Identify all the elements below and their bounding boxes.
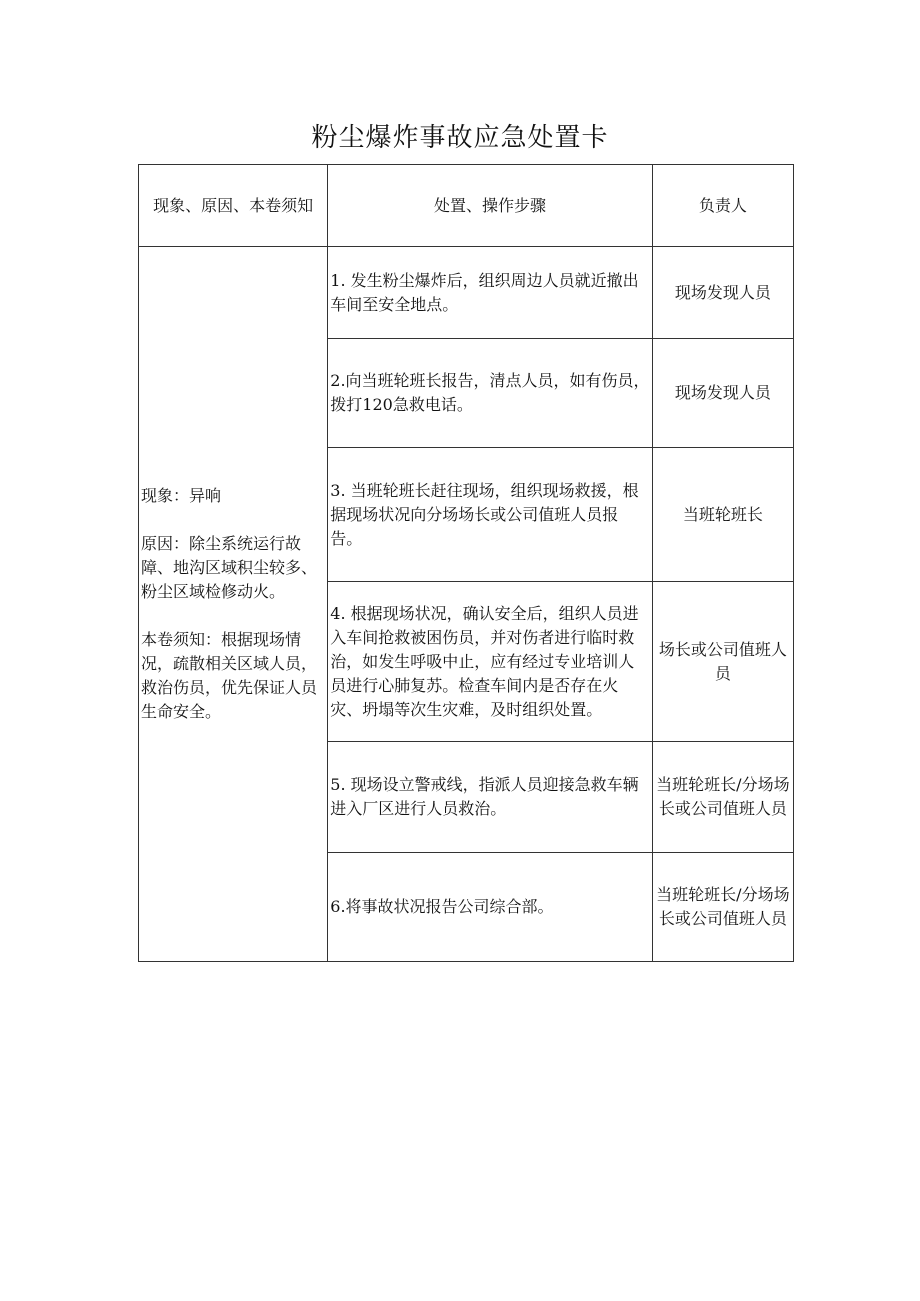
table-row xyxy=(139,247,794,339)
step-text: 4. 根据现场状况，确认安全后，组织人员进入车间抢救被困伤员，并对伤者进行临时救治，如发生呼吸中止，应有经过专业培训人员进行心肺复苏。检查车间内是否存在火灾、坍塌等次生灾难，及时组织处置。 xyxy=(328,582,652,742)
step-text: 1. 发生粉尘爆炸后，组织周边人员就近撤出车间至安全地点。 xyxy=(328,247,652,339)
header-row xyxy=(139,165,794,247)
phenomenon-text: 现象：异响 xyxy=(141,486,222,505)
step-owner: 现场发现人员 xyxy=(652,247,793,339)
card-title: 粉尘爆炸事故应急处置卡 xyxy=(311,123,609,153)
step-owner: 场长或公司值班人员 xyxy=(652,582,793,742)
step-owner: 当班轮班长 xyxy=(652,448,793,582)
step-owner: 当班轮班长/分场场长或公司值班人员 xyxy=(652,742,793,853)
step-text: 6.将事故状况报告公司综合部。 xyxy=(328,853,652,962)
step-text: 2.向当班轮班长报告，清点人员，如有伤员，拨打120急救电话。 xyxy=(328,339,652,448)
step-text: 5. 现场设立警戒线，指派人员迎接急救车辆进入厂区进行人员救治。 xyxy=(328,742,652,853)
notice-text: 本卷须知：根据现场情况，疏散相关区域人员，救治伤员，优先保证人员生命安全。 xyxy=(141,630,318,721)
step-owner: 当班轮班长/分场场长或公司值班人员 xyxy=(652,853,793,962)
cause-text: 原因：除尘系统运行故障、地沟区域积尘较多、粉尘区域检修动火。 xyxy=(141,534,318,601)
step-owner: 现场发现人员 xyxy=(652,339,793,448)
emergency-card-table xyxy=(138,164,794,962)
header-owner: 负责人 xyxy=(652,165,793,247)
info-cell xyxy=(139,247,328,962)
header-steps: 处置、操作步骤 xyxy=(328,165,652,247)
step-text: 3. 当班轮班长赶往现场，组织现场救援，根据现场状况向分场场长或公司值班人员报告。 xyxy=(328,448,652,582)
header-phenomenon: 现象、原因、本卷须知 xyxy=(139,165,328,247)
